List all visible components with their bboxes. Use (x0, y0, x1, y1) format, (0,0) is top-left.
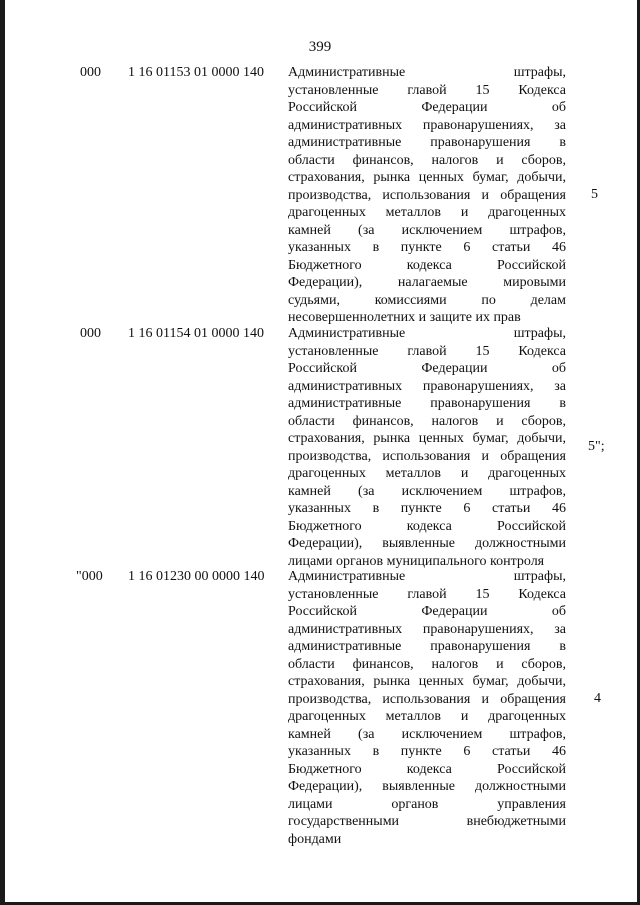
description-line: камней (за исключением штрафов, (288, 483, 566, 499)
value-cell: 5 (591, 187, 598, 202)
code-cell: 000 (80, 326, 101, 341)
description-line: государственными внебюджетными (288, 814, 566, 829)
description-line: лицами органов управления (288, 796, 566, 812)
description-line: производства, использования и обращения (288, 691, 566, 707)
description-line: Административные штрафы, (288, 326, 566, 341)
description-line: административных правонарушениях, за (288, 621, 566, 637)
description-line: административные правонарушения в (288, 135, 566, 150)
description-line: указанных в пункте 6 статьи 46 (288, 501, 566, 516)
description-line: административные правонарушения в (288, 396, 566, 411)
scan-edge-left (0, 0, 5, 905)
description-cell (288, 64, 566, 327)
description-line: установленные главой 15 Кодекса (288, 343, 566, 359)
description-line: Бюджетного кодекса Российской (288, 518, 566, 534)
value-cell: 4 (594, 691, 601, 706)
description-line: Бюджетного кодекса Российской (288, 761, 566, 777)
description-line: Федерации), выявленные должностными (288, 779, 566, 794)
description-cell (288, 325, 566, 570)
kbk-cell: 1 16 01230 00 0000 140 (128, 569, 265, 584)
description-line: Административные штрафы, (288, 569, 566, 584)
code-cell: 000 (80, 65, 101, 80)
description-cell (288, 568, 566, 848)
description-line: административных правонарушениях, за (288, 117, 566, 133)
value-cell: 5"; (588, 439, 605, 454)
description-line: установленные главой 15 Кодекса (288, 586, 566, 602)
description-line: Федерации), налагаемые мировыми (288, 275, 566, 290)
description-line: Российской Федерации об (288, 361, 566, 376)
code-cell: "000 (76, 569, 103, 584)
kbk-cell: 1 16 01154 01 0000 140 (128, 326, 264, 341)
description-line: указанных в пункте 6 статьи 46 (288, 744, 566, 759)
description-line: административных правонарушениях, за (288, 378, 566, 394)
description-line: фондами (288, 831, 342, 847)
description-line: области финансов, налогов и сборов, (288, 656, 566, 672)
description-line: установленные главой 15 Кодекса (288, 82, 566, 98)
description-line: производства, использования и обращения (288, 187, 566, 203)
description-line: драгоценных металлов и драгоценных (288, 709, 566, 724)
description-line: страхования, рынка ценных бумаг, добычи, (288, 674, 566, 689)
description-line: страхования, рынка ценных бумаг, добычи, (288, 431, 566, 446)
description-line: Бюджетного кодекса Российской (288, 257, 566, 273)
description-line: несовершеннолетних и защите их прав (288, 310, 521, 325)
description-line: камней (за исключением штрафов, (288, 222, 566, 238)
description-line: Российской Федерации об (288, 100, 566, 115)
description-line: драгоценных металлов и драгоценных (288, 466, 566, 481)
description-line: лицами органов муниципального контроля (288, 553, 545, 569)
description-line: Административные штрафы, (288, 65, 566, 80)
page-number: 399 (308, 39, 332, 55)
kbk-cell: 1 16 01153 01 0000 140 (128, 65, 264, 80)
description-line: драгоценных металлов и драгоценных (288, 205, 566, 220)
description-line: области финансов, налогов и сборов, (288, 152, 566, 168)
description-line: области финансов, налогов и сборов, (288, 413, 566, 429)
description-line: камней (за исключением штрафов, (288, 726, 566, 742)
description-line: Российской Федерации об (288, 604, 566, 619)
description-line: административные правонарушения в (288, 639, 566, 654)
description-line: Федерации), выявленные должностными (288, 536, 566, 551)
description-line: страхования, рынка ценных бумаг, добычи, (288, 170, 566, 185)
description-line: судьями, комиссиями по делам (288, 292, 566, 308)
description-line: указанных в пункте 6 статьи 46 (288, 240, 566, 255)
description-line: производства, использования и обращения (288, 448, 566, 464)
